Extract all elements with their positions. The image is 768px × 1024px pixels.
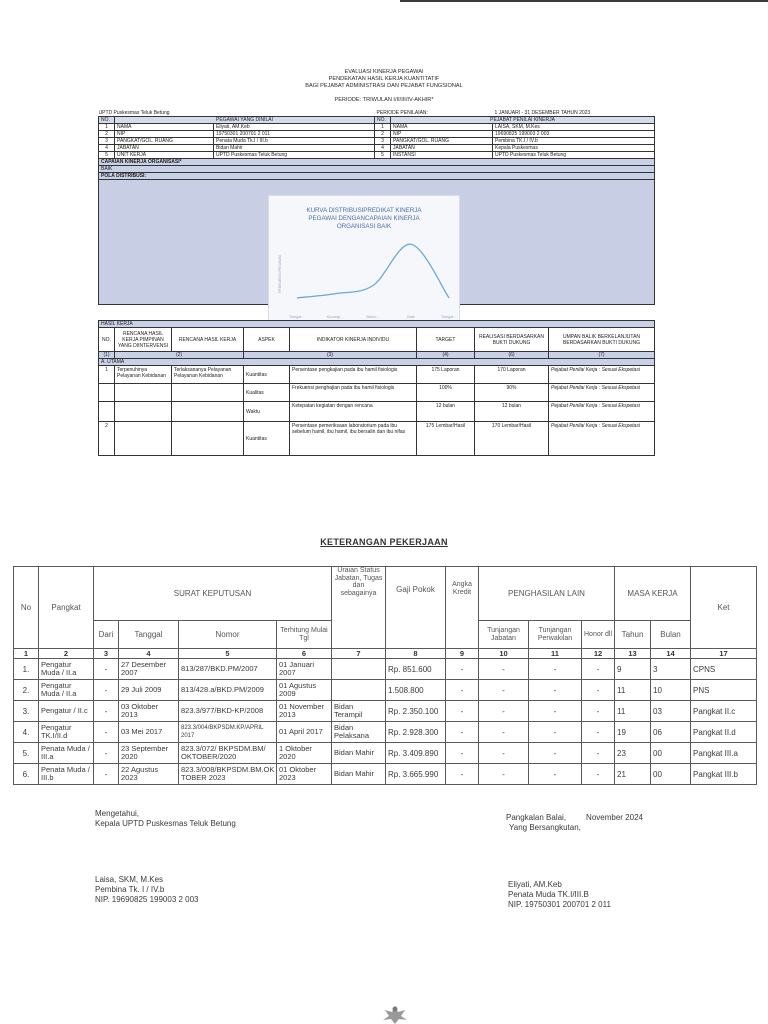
kp-cell-honor: -	[582, 743, 615, 764]
kp-cell-tunj-perwakilan: -	[529, 659, 582, 680]
x-tick-label: Sangat...	[289, 315, 305, 319]
keterangan-table	[13, 566, 757, 785]
pejabat-row-value: Pembina TK.I / IV.b	[493, 138, 655, 145]
sign-right-place: Pangkalan Balai,	[506, 813, 567, 822]
kp-body	[14, 659, 757, 785]
hk-row-aspek: Kuantitas	[244, 366, 290, 384]
hk-header-no: NO.	[99, 328, 115, 352]
keterangan-title: KETERANGAN PEKERJAAN	[320, 537, 448, 547]
kp-cell-angka: -	[446, 701, 479, 722]
sign-right-rank: Penata Muda TK.I/III.B	[508, 890, 589, 899]
hk-header-pimpinan: RENCANA HASIL KERJA PIMPINAN YANG DIINTERVENSI	[115, 328, 172, 352]
pegawai-row-no: 3	[99, 138, 115, 145]
pejabat-no-header: NO.	[375, 117, 391, 124]
kp-header-no: No	[14, 567, 39, 649]
kp-header-tanggal: Tanggal	[119, 621, 179, 649]
kp-cell-terhitung: 01 April 2017	[277, 722, 332, 743]
distribution-chart-svg	[269, 196, 459, 321]
kp-cell-tunj-perwakilan: -	[529, 743, 582, 764]
kp-cell-no: 5.	[14, 743, 39, 764]
kp-cell-nomor: 813/428.a/BKD.PM/2009	[179, 680, 277, 701]
kp-header-pangkat: Pangkat	[39, 567, 94, 649]
kp-cell-angka: -	[446, 743, 479, 764]
sign-left-line2: Kepala UPTD Puskesmas Teluk Betung	[95, 819, 236, 828]
kp-cell-gaji: Rp. 2.350.100	[386, 701, 446, 722]
pejabat-row-label: NIP	[391, 131, 493, 138]
kp-col-number: 3	[94, 649, 119, 659]
kp-col-number: 1	[14, 649, 39, 659]
kp-header-surat: SURAT KEPUTUSAN	[94, 567, 332, 621]
kp-cell-tunj-jabatan: -	[479, 743, 529, 764]
hk-row-no: 2	[99, 422, 115, 456]
hk-number: (2)	[115, 352, 244, 359]
kp-cell-nomor: 813/287/BKD.PM/2007	[179, 659, 277, 680]
kp-header-angka: Angka Kredit	[446, 567, 479, 649]
hasil-kerja-table	[98, 320, 655, 456]
kp-cell-bulan: 3	[651, 659, 691, 680]
hk-header-realisasi: REALISASI BERDASARKAN BUKTI DUKUNG	[475, 328, 549, 352]
kp-cell-pangkat: Penata Muda / III.a	[39, 743, 94, 764]
kp-cell-tahun: 23	[615, 743, 651, 764]
kp-cell-dari: -	[94, 743, 119, 764]
kp-table-row	[14, 722, 757, 743]
chart-y-axis-label: FREKUENSI PEGAWAI	[278, 254, 282, 294]
top-border-line	[400, 0, 768, 2]
kp-cell-no: 1.	[14, 659, 39, 680]
unit-label: UPTD Puskesmas Teluk Betung	[98, 110, 170, 116]
pejabat-row-value: LAISA, SKM, M.Kes	[493, 124, 655, 131]
pejabat-row-no: 2	[375, 131, 391, 138]
sign-left-line1: Mengetahui,	[95, 809, 140, 818]
pejabat-header: PEJABAT PENILAI KINERJA	[391, 117, 655, 124]
kp-cell-nomor: 823.3/008/BKPSDM.BM.OK TOBER 2023	[179, 764, 277, 785]
hk-row-umpan: Pejabat Penilai Kerja : Sesuai Ekspetasi	[549, 384, 655, 402]
capaian-value: BAIK	[99, 166, 655, 173]
kp-cell-gaji: Rp. 2.928.300	[386, 722, 446, 743]
kp-cell-tanggal: 22 Agustus 2023	[119, 764, 179, 785]
hk-header-umpan: UMPAN BALIK BERKELANJUTAN BERDASARKAN BUKTI DUKUNG	[549, 328, 655, 352]
hk-row-aspek: Waktu	[244, 402, 290, 422]
curve-layer	[289, 244, 456, 319]
pejabat-row-label: JABATAN	[391, 145, 493, 152]
pegawai-header: PEGAWAI YANG DINILAI	[115, 117, 375, 124]
kp-cell-tunj-jabatan: -	[479, 722, 529, 743]
chart-title-line: PEGAWAI DENGANCAPAIAN KINERJA	[308, 215, 420, 222]
hk-number: (7)	[549, 352, 655, 359]
kp-cell-honor: -	[582, 659, 615, 680]
kp-cell-uraian	[332, 659, 386, 680]
kp-cell-dari: -	[94, 701, 119, 722]
sign-right-nip: NIP. 19750301 200701 2 011	[508, 900, 611, 909]
hk-row-indikator: Persentase pemeriksaan laboratorium pada ibu sebelum hamil, ibu hamil, ibu bersalin dan ibu nifas	[290, 422, 417, 456]
kp-cell-ket: Pangkat III.b	[691, 764, 757, 785]
kp-cell-tunj-jabatan: -	[479, 680, 529, 701]
pejabat-row-no: 3	[375, 138, 391, 145]
hk-row-realisasi: 90%	[475, 384, 549, 402]
sign-right-identity	[508, 880, 611, 910]
kp-col-number: 17	[691, 649, 757, 659]
hk-number: (6)	[475, 352, 549, 359]
pegawai-row-label: UNIT KERJA	[115, 152, 214, 159]
hk-row-rencana: Terlaksananya Pelayanan Pelayanan Kebidanan	[172, 366, 244, 384]
kp-cell-bulan: 00	[651, 764, 691, 785]
kp-cell-tahun: 9	[615, 659, 651, 680]
sign-right-date-line	[506, 813, 643, 823]
kp-col-number: 8	[386, 649, 446, 659]
kp-cell-honor: -	[582, 701, 615, 722]
kp-cell-tanggal: 03 Oktober 2013	[119, 701, 179, 722]
kp-cell-pangkat: Pengatur TK.I/II.d	[39, 722, 94, 743]
kp-cell-dari: -	[94, 722, 119, 743]
x-tick-label: Butuh...	[366, 315, 380, 319]
kp-table-row	[14, 743, 757, 764]
kp-header-dari: Dari	[94, 621, 119, 649]
kp-cell-pangkat: Penata Muda / III.b	[39, 764, 94, 785]
kp-cell-tunj-perwakilan: -	[529, 722, 582, 743]
pola-distribusi-label: POLA DISTRIBUSI:	[99, 173, 655, 180]
kp-col-number: 11	[529, 649, 582, 659]
hk-row-indikator: Ketepatan kegiatan dengan rencana	[290, 402, 417, 422]
hk-row-umpan: Pejabat Penilai Kerja : Sesuai Ekspetasi	[549, 366, 655, 384]
hk-row-target: 12 bulan	[417, 402, 475, 422]
form-title: EVALUASI KINERJA PEGAWAI	[344, 69, 424, 75]
kp-cell-no: 6.	[14, 764, 39, 785]
hk-header-target: TARGET	[417, 328, 475, 352]
kp-cell-gaji: 1.508.800	[386, 680, 446, 701]
kp-table-row	[14, 701, 757, 722]
hk-row-pimpinan	[115, 402, 172, 422]
kp-cell-angka: -	[446, 680, 479, 701]
kp-cell-tahun: 11	[615, 680, 651, 701]
x-tick-label: Kurang/...	[326, 315, 344, 319]
kp-col-number: 10	[479, 649, 529, 659]
kp-cell-tunj-jabatan: -	[479, 659, 529, 680]
kp-cell-pangkat: Pengatur Muda / II.a	[39, 659, 94, 680]
sign-left-nip: NIP. 19690825 199003 2 003	[95, 895, 199, 904]
kp-cell-gaji: Rp. 3.409.890	[386, 743, 446, 764]
kp-header-terhitung: Terhitung Mulai Tgl	[277, 621, 332, 649]
kp-cell-uraian: Bidan Mahir	[332, 743, 386, 764]
kp-cell-gaji: Rp. 851.600	[386, 659, 446, 680]
kp-cell-terhitung: 01 Oktober 2023	[277, 764, 332, 785]
kp-col-number: 6	[277, 649, 332, 659]
kp-col-number: 2	[39, 649, 94, 659]
hk-row-rencana	[172, 402, 244, 422]
kp-col-number: 5	[179, 649, 277, 659]
kp-cell-terhitung: 01 Januari 2007	[277, 659, 332, 680]
kp-cell-dari: -	[94, 659, 119, 680]
pegawai-row-no: 4	[99, 145, 115, 152]
sign-right-date: November 2024	[586, 813, 643, 822]
kp-header-tunj-jabatan: Tunjangan Jabatan	[479, 621, 529, 649]
kp-cell-uraian: Bidan Mahir	[332, 764, 386, 785]
hk-row-umpan: Pejabat Penilai Kerja : Sesuai Ekspetasi	[549, 402, 655, 422]
kp-cell-angka: -	[446, 659, 479, 680]
kp-header-masa: MASA KERJA	[615, 567, 691, 621]
hk-row-aspek: Kualitas	[244, 384, 290, 402]
pegawai-row-label: NIP	[115, 131, 214, 138]
hk-row-realisasi: 170 Laporan	[475, 366, 549, 384]
pegawai-row-no: 1	[99, 124, 115, 131]
periode-year: 2023	[579, 110, 591, 116]
pejabat-row-value: Kepala Puskesmas	[493, 145, 655, 152]
hk-row-target: 175 Lembar/Hasil	[417, 422, 475, 456]
kp-cell-terhitung: 01 November 2013	[277, 701, 332, 722]
kp-cell-tahun: 11	[615, 701, 651, 722]
kp-cell-tunj-perwakilan: -	[529, 701, 582, 722]
pejabat-row-label: PANGKAT/GOL. RUANG	[391, 138, 493, 145]
hk-row-realisasi: 12 bulan	[475, 402, 549, 422]
kp-cell-tunj-jabatan: -	[479, 764, 529, 785]
capaian-label: CAPAIAN KINERJA ORGANISASI*	[99, 159, 655, 166]
kp-cell-honor: -	[582, 764, 615, 785]
kp-cell-no: 3.	[14, 701, 39, 722]
kp-cell-bulan: 10	[651, 680, 691, 701]
kp-cell-no: 2.	[14, 680, 39, 701]
hk-header-indikator: INDIKATOR KINERJA INDIVIDU	[290, 328, 417, 352]
hk-row-realisasi: 170 Lembar/Hasil	[475, 422, 549, 456]
hk-number: (4)	[417, 352, 475, 359]
pegawai-row-value: Penata Muda Tk.I / III.b	[214, 138, 375, 145]
hk-row-rencana	[172, 384, 244, 402]
kp-cell-uraian	[332, 680, 386, 701]
kp-cell-uraian: Bidan Terampil	[332, 701, 386, 722]
kp-cell-dari: -	[94, 764, 119, 785]
periode-penilaian-label: PERIODE PENILAIAN:	[376, 110, 428, 116]
hasil-kerja-label: HASIL KERJA	[99, 321, 655, 328]
hk-header-aspek: ASPEK	[244, 328, 290, 352]
kp-cell-dari: -	[94, 680, 119, 701]
periode-penilaian-value: 1 JANUARI - 31 DESEMBER TAHUN	[494, 110, 578, 116]
hk-row-pimpinan: Terpenuhinya Pelayanan Kebidanan	[115, 366, 172, 384]
kp-header-bulan: Bulan	[651, 621, 691, 649]
x-tick-label: Sangat...	[441, 315, 457, 319]
kp-col-number: 9	[446, 649, 479, 659]
kp-cell-honor: -	[582, 722, 615, 743]
kp-header-tahun: Tahun	[615, 621, 651, 649]
kp-cell-uraian: Bidan Pelaksana	[332, 722, 386, 743]
pegawai-row-value: Bidan Mahir	[214, 145, 375, 152]
kp-cell-ket: CPNS	[691, 659, 757, 680]
hk-header-rencana: RENCANA HASIL KERJA	[172, 328, 244, 352]
pejabat-row-no: 4	[375, 145, 391, 152]
kp-header-ket: Ket	[691, 567, 757, 649]
kp-col-number: 12	[582, 649, 615, 659]
kp-cell-terhitung: 1 Oktober 2020	[277, 743, 332, 764]
kp-cell-nomor: 823.3/977/BKD-KP/2008	[179, 701, 277, 722]
kp-cell-honor: -	[582, 680, 615, 701]
kp-header-nomor: Nomor	[179, 621, 277, 649]
sign-left-block	[95, 809, 236, 829]
kp-header-uraian: Uraian Status Jabatan, Tugas dan sebagainya	[332, 567, 386, 649]
hk-number: (3)	[244, 352, 417, 359]
pegawai-row-no: 5	[99, 152, 115, 159]
hk-row-target: 100%	[417, 384, 475, 402]
hk-row-pimpinan	[115, 422, 172, 456]
kp-cell-tahun: 19	[615, 722, 651, 743]
sign-left-identity	[95, 875, 199, 905]
kp-cell-bulan: 00	[651, 743, 691, 764]
pejabat-row-value: 19690825 199003 2 003	[493, 131, 655, 138]
form-subtitle-2: BAGI PEJABAT ADMINISTRASI DAN PEJABAT FUNGSIONAL	[305, 83, 463, 89]
pegawai-row-label: JABATAN	[115, 145, 214, 152]
hk-row-no: 1	[99, 366, 115, 384]
series-line	[297, 244, 449, 298]
kp-cell-angka: -	[446, 722, 479, 743]
kp-header-penghasilan: PENGHASILAN LAIN	[479, 567, 615, 621]
pegawai-row-value: Eliyati, AM.Keb	[214, 124, 375, 131]
chart-title-line: ORGANISASI BAIK	[336, 223, 392, 230]
hk-row-rencana	[172, 422, 244, 456]
hk-row-no	[99, 402, 115, 422]
kp-col-number: 13	[615, 649, 651, 659]
pegawai-row-value: 19750301 200701 2 011	[214, 131, 375, 138]
pegawai-row-label: PANGKAT/GOL. RUANG	[115, 138, 214, 145]
kp-cell-tanggal: 27 Desember 2007	[119, 659, 179, 680]
kp-cell-tanggal: 29 Juli 2009	[119, 680, 179, 701]
hk-number: (1)	[99, 352, 115, 359]
sign-right-name: Eliyati, AM.Keb	[508, 880, 562, 889]
kp-cell-ket: Pangkat III.a	[691, 743, 757, 764]
hk-row-indikator: Frekuensi penghajian pada ibu hamil fisiologis	[290, 384, 417, 402]
kp-cell-bulan: 06	[651, 722, 691, 743]
hasil-kerja-wrapper	[98, 320, 654, 456]
keterangan-table-wrapper	[13, 566, 756, 785]
pegawai-row-label: NAMA	[115, 124, 214, 131]
utama-label: A. UTAMA	[99, 359, 655, 366]
hk-row-indikator: Persentase pengkajian pada ibu hamil fisiologis	[290, 366, 417, 384]
kp-col-number: 4	[119, 649, 179, 659]
kp-cell-angka: -	[446, 764, 479, 785]
kp-cell-nomor: 823.3/072/ BKPSDM.BM/ OKTOBER/2020	[179, 743, 277, 764]
chart-title-line: KURVA DISTRIBUSIPREDIKAT KINERJA	[306, 207, 422, 214]
kp-cell-bulan: 03	[651, 701, 691, 722]
kp-cell-tanggal: 23 September 2020	[119, 743, 179, 764]
garuda-emblem-icon	[375, 1000, 415, 1024]
pejabat-row-label: INSTANSI	[391, 152, 493, 159]
kp-table-row	[14, 680, 757, 701]
hk-row-pimpinan	[115, 384, 172, 402]
kp-cell-tunj-perwakilan: -	[529, 680, 582, 701]
sign-left-rank: Pembina Tk. I / IV.b	[95, 885, 165, 894]
pegawai-row-value: UPTD Puskesmas Teluk Betung	[214, 152, 375, 159]
kp-header-gaji: Gaji Pokok	[386, 567, 446, 649]
kp-cell-pangkat: Pengatur / II.c	[39, 701, 94, 722]
kp-cell-no: 4.	[14, 722, 39, 743]
kp-cell-nomor: 823.3/004/BKPSDM.KP/APRIL 2017	[179, 722, 277, 743]
kp-cell-ket: Pangkat II.d	[691, 722, 757, 743]
kp-cell-tunj-perwakilan: -	[529, 764, 582, 785]
pejabat-row-no: 1	[375, 124, 391, 131]
pegawai-no-header: NO.	[99, 117, 115, 124]
kp-cell-ket: Pangkat II.c	[691, 701, 757, 722]
kp-header-honor: Honor dll	[582, 621, 615, 649]
periode-line: PERIODE: TRIWULAN I/II/III/IV-AKHIR*	[334, 97, 434, 103]
sign-right-block	[506, 813, 643, 833]
kp-col-number: 14	[651, 649, 691, 659]
kp-table-row	[14, 764, 757, 785]
kp-cell-pangkat: Pengatur Muda / II.a	[39, 680, 94, 701]
kp-table-row	[14, 659, 757, 680]
hk-row-aspek: Kuantitas	[244, 422, 290, 456]
x-tick-label: Baik	[407, 315, 415, 319]
kp-cell-tanggal: 03 Mei 2017	[119, 722, 179, 743]
kp-cell-terhitung: 01 Agustus 2009	[277, 680, 332, 701]
kp-cell-ket: PNS	[691, 680, 757, 701]
pejabat-row-no: 5	[375, 152, 391, 159]
pejabat-row-value: UPTD Puskesmas Teluk Betung	[493, 152, 655, 159]
kp-header-tunj-perwakilan: Tunjangan Perwakilan	[529, 621, 582, 649]
sign-right-line2: Yang Bersangkutan,	[509, 823, 581, 832]
distribution-chart	[268, 195, 460, 322]
pejabat-row-label: NAMA	[391, 124, 493, 131]
kp-cell-tahun: 21	[615, 764, 651, 785]
hk-row-target: 175 Laporan	[417, 366, 475, 384]
form-subtitle: PENDEKATAN HASIL KERJA KUANTITATIF	[328, 76, 440, 82]
kp-col-number: 7	[332, 649, 386, 659]
sign-left-name: Laisa, SKM, M.Kes	[95, 875, 164, 884]
hk-row-no	[99, 384, 115, 402]
kp-cell-gaji: Rp. 3.665.990	[386, 764, 446, 785]
hk-row-umpan: Pejabat Penilai Kerja : Sesuai Ekspetasi	[549, 422, 655, 456]
pegawai-row-no: 2	[99, 131, 115, 138]
kp-cell-tunj-jabatan: -	[479, 701, 529, 722]
